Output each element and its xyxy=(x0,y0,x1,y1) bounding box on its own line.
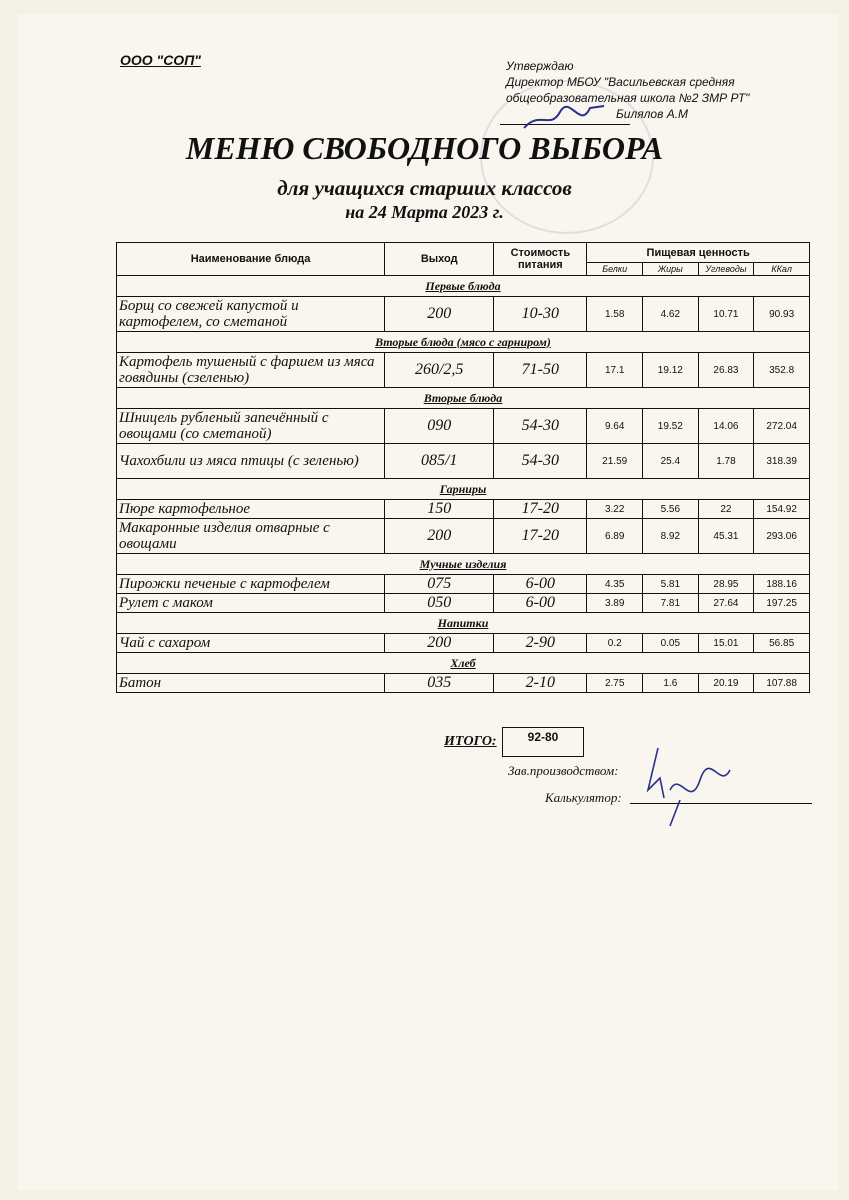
dish-carbs: 14.06 xyxy=(698,409,754,444)
dish-carbs: 20.19 xyxy=(698,674,754,693)
dish-name: Борщ со свежей капустой и картофелем, со сметаной xyxy=(117,297,385,332)
approval-line: Утверждаю xyxy=(506,59,574,73)
dish-output: 200 xyxy=(385,297,494,332)
dish-protein: 2.75 xyxy=(587,674,643,693)
dish-protein: 17.1 xyxy=(587,353,643,388)
table-row xyxy=(117,500,810,519)
organization-name: ООО "СОП" xyxy=(120,52,201,68)
dish-protein: 6.89 xyxy=(587,519,643,554)
dish-output: 090 xyxy=(385,409,494,444)
header-dish-name: Наименование блюда xyxy=(117,243,385,276)
dish-fat: 19.52 xyxy=(643,409,699,444)
dish-protein: 21.59 xyxy=(587,444,643,479)
section-title: Напитки xyxy=(117,613,810,634)
dish-fat: 25.4 xyxy=(643,444,699,479)
dish-protein: 4.35 xyxy=(587,575,643,594)
dish-kcal: 107.88 xyxy=(754,674,810,693)
dish-kcal: 56.85 xyxy=(754,634,810,653)
dish-output: 075 xyxy=(385,575,494,594)
dish-cost: 2-10 xyxy=(494,674,587,693)
dish-name: Батон xyxy=(117,674,385,693)
dish-protein: 3.89 xyxy=(587,594,643,613)
dish-output: 085/1 xyxy=(385,444,494,479)
table-row xyxy=(117,409,810,444)
table-row xyxy=(117,353,810,388)
dish-kcal: 197.25 xyxy=(754,594,810,613)
dish-fat: 4.62 xyxy=(643,297,699,332)
dish-output: 050 xyxy=(385,594,494,613)
header-cost: Стоимость питания xyxy=(494,243,587,276)
table-row xyxy=(117,634,810,653)
dish-kcal: 352.8 xyxy=(754,353,810,388)
dish-kcal: 293.06 xyxy=(754,519,810,554)
dish-carbs: 26.83 xyxy=(698,353,754,388)
dish-cost: 54-30 xyxy=(494,444,587,479)
dish-fat: 0.05 xyxy=(643,634,699,653)
table-row xyxy=(117,444,810,479)
dish-output: 035 xyxy=(385,674,494,693)
section-title: Мучные изделия xyxy=(117,554,810,575)
header-fat: Жиры xyxy=(643,263,699,276)
dish-cost: 17-20 xyxy=(494,500,587,519)
dish-cost: 2-90 xyxy=(494,634,587,653)
dish-name: Чай с сахаром xyxy=(117,634,385,653)
header-nutrition: Пищевая ценность xyxy=(587,243,810,263)
dish-output: 200 xyxy=(385,519,494,554)
dish-name: Макаронные изделия отварные с овощами xyxy=(117,519,385,554)
header-carbs: Углеводы xyxy=(698,263,754,276)
production-head-label: Зав.производством: xyxy=(508,763,619,778)
page-subtitle: для учащихся старших классов xyxy=(277,176,572,200)
dish-cost: 71-50 xyxy=(494,353,587,388)
dish-name: Картофель тушеный с фаршем из мяса говядины (сзеленью) xyxy=(117,353,385,388)
menu-table xyxy=(116,242,810,693)
dish-carbs: 28.95 xyxy=(698,575,754,594)
dish-cost: 10-30 xyxy=(494,297,587,332)
dish-kcal: 154.92 xyxy=(754,500,810,519)
section-title: Вторые блюда xyxy=(117,388,810,409)
total-label: ИТОГО: xyxy=(444,734,497,749)
dish-carbs: 1.78 xyxy=(698,444,754,479)
dish-carbs: 45.31 xyxy=(698,519,754,554)
dish-name: Рулет с маком xyxy=(117,594,385,613)
dish-name: Шницель рубленый запечённый с овощами (со сметаной) xyxy=(117,409,385,444)
section-title: Гарниры xyxy=(117,479,810,500)
menu-date: на 24 Марта 2023 г. xyxy=(345,202,504,222)
signer-name: Билялов А.М xyxy=(616,107,689,121)
table-row xyxy=(117,594,810,613)
calculator-label: Калькулятор: xyxy=(545,790,622,805)
dish-carbs: 15.01 xyxy=(698,634,754,653)
table-row xyxy=(117,297,810,332)
table-row xyxy=(117,575,810,594)
dish-fat: 5.81 xyxy=(643,575,699,594)
approval-line: Директор МБОУ "Васильевская средняя xyxy=(506,75,735,89)
dish-name: Чахохбили из мяса птицы (с зеленью) xyxy=(117,444,385,479)
dish-cost: 6-00 xyxy=(494,575,587,594)
dish-carbs: 10.71 xyxy=(698,297,754,332)
dish-fat: 7.81 xyxy=(643,594,699,613)
dish-output: 200 xyxy=(385,634,494,653)
section-title: Вторые блюда (мясо с гарниром) xyxy=(117,332,810,353)
dish-name: Пирожки печеные с картофелем xyxy=(117,575,385,594)
dish-kcal: 90.93 xyxy=(754,297,810,332)
total-value: 92-80 xyxy=(502,727,584,757)
section-title: Хлеб xyxy=(117,653,810,674)
dish-output: 260/2,5 xyxy=(385,353,494,388)
dish-name: Пюре картофельное xyxy=(117,500,385,519)
menu-body xyxy=(117,276,810,693)
approval-line: общеобразовательная школа №2 ЗМР РТ" xyxy=(506,91,750,105)
dish-fat: 5.56 xyxy=(643,500,699,519)
staff-signature xyxy=(630,740,740,830)
dish-protein: 1.58 xyxy=(587,297,643,332)
dish-cost: 6-00 xyxy=(494,594,587,613)
dish-protein: 3.22 xyxy=(587,500,643,519)
dish-protein: 0.2 xyxy=(587,634,643,653)
header-kcal: ККал xyxy=(754,263,810,276)
table-row xyxy=(117,674,810,693)
dish-kcal: 318.39 xyxy=(754,444,810,479)
dish-fat: 1.6 xyxy=(643,674,699,693)
dish-fat: 8.92 xyxy=(643,519,699,554)
section-title: Первые блюда xyxy=(117,276,810,297)
header-protein: Белки xyxy=(587,263,643,276)
dish-protein: 9.64 xyxy=(587,409,643,444)
dish-kcal: 188.16 xyxy=(754,575,810,594)
dish-kcal: 272.04 xyxy=(754,409,810,444)
dish-cost: 17-20 xyxy=(494,519,587,554)
table-row xyxy=(117,519,810,554)
dish-carbs: 27.64 xyxy=(698,594,754,613)
page-title: МЕНЮ СВОБОДНОГО ВЫБОРА xyxy=(185,130,664,166)
dish-carbs: 22 xyxy=(698,500,754,519)
dish-cost: 54-30 xyxy=(494,409,587,444)
header-output: Выход xyxy=(385,243,494,276)
dish-fat: 19.12 xyxy=(643,353,699,388)
dish-output: 150 xyxy=(385,500,494,519)
